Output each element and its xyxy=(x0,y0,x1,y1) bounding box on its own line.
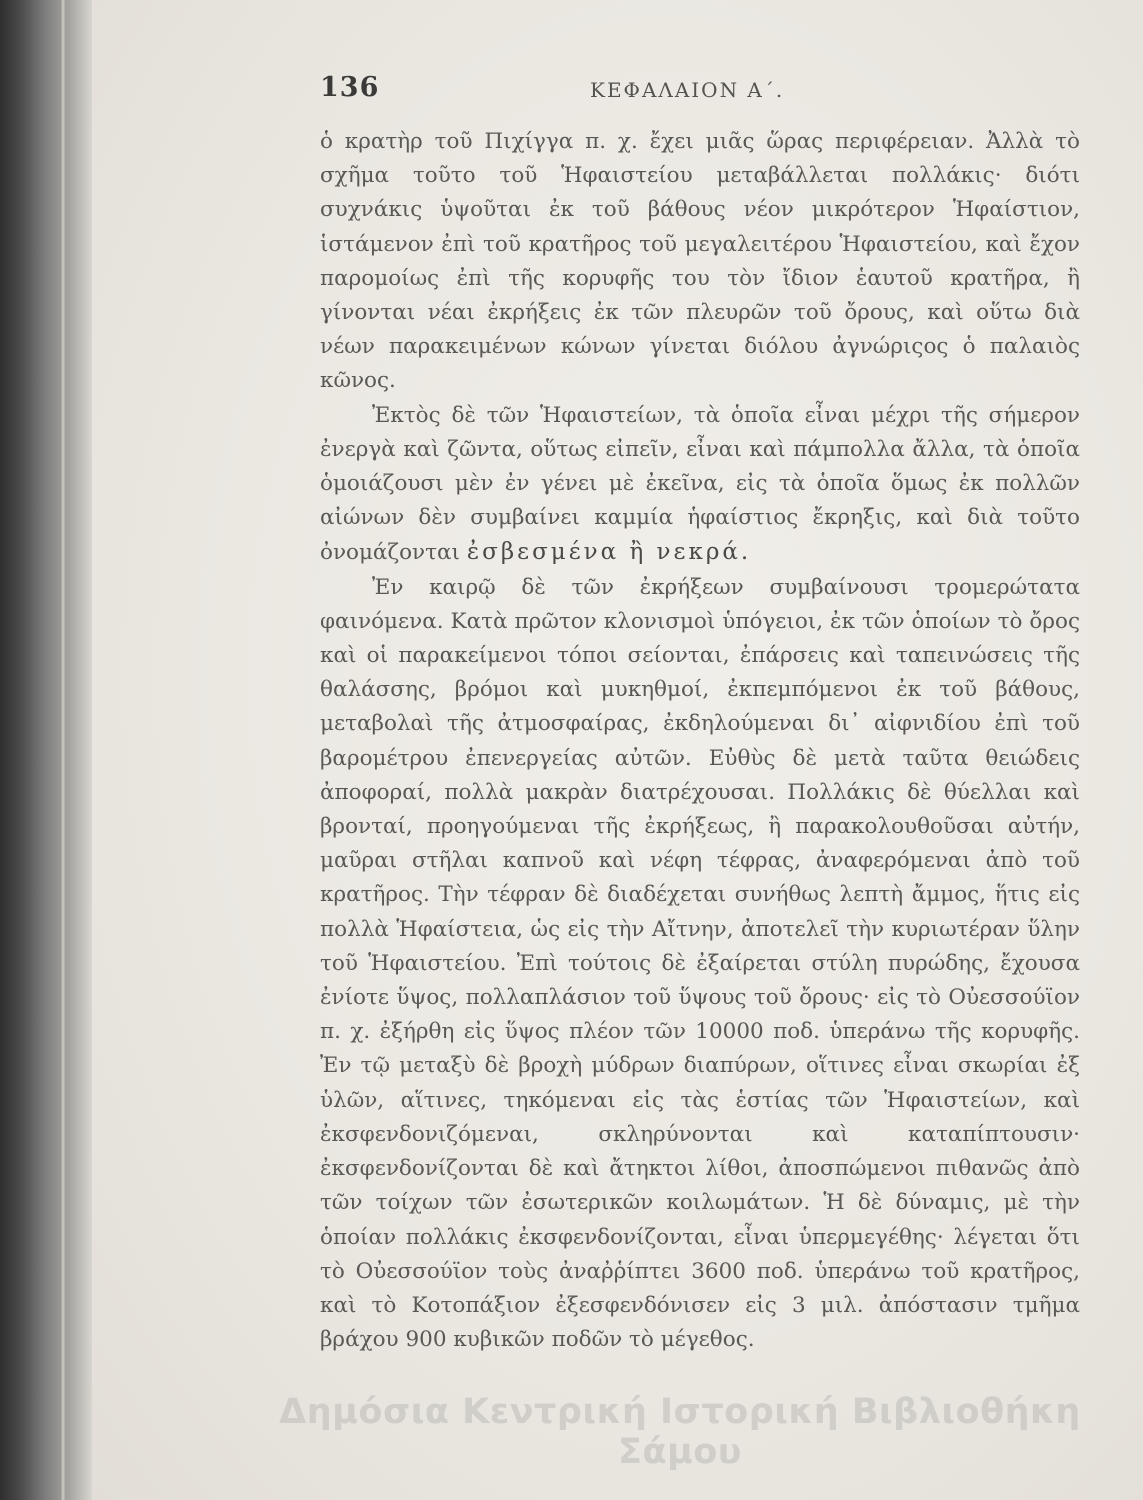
book-binding xyxy=(0,0,92,1500)
paragraph-1: ὁ κρατὴρ τοῦ Πιχίγγα π. χ. ἔχει μιᾶς ὥρας περιφέρειαν. Ἀλλὰ τὸ σχῆμα τοῦτο τοῦ Ἡφαιστείου μεταβάλλεται πολλάκις· διότι συχνάκις ὑψοῦται ἐκ τοῦ βάθους νέον μικρότερον Ἡφαίστιον, ἱστάμενον ἐπὶ τοῦ κρατῆρος τοῦ μεγαλειτέρου Ἡφαιστείου, καὶ ἔχον παρομοίως ἐπὶ τῆς κορυφῆς του τὸν ἴδιον ἑαυτοῦ κρατῆρα, ἢ γίνονται νέαι ἐκρήξεις ἐκ τῶν πλευρῶν τοῦ ὄρους, καὶ οὕτω διὰ νέων παρακειμένων κώνων γίνεται διόλου ἀγνώριςος ὁ παλαιὸς κῶνος. xyxy=(320,129,1080,394)
main-text xyxy=(320,125,1080,1357)
running-head: ΚΕΦΑΛΑΙΟΝ Α΄. xyxy=(590,78,785,102)
page-edge xyxy=(60,0,66,1500)
page-number: 136 xyxy=(320,72,380,103)
paragraph-3: Ἐν καιρῷ δὲ τῶν ἐκρήξεων συμβαίνουσι τρομερώτατα φαινόμενα. Κατὰ πρῶτον κλονισμοὶ ὑπόγειοι, ἐκ τῶν ὁποίων τὸ ὄρος καὶ οἱ παρακείμενοι τόποι σείονται, ἐπάρσεις καὶ ταπεινώσεις τῆς θαλάσσης, βρόμοι καὶ μυκηθμοί, ἐκπεμπόμενοι ἐκ τοῦ βάθους, μεταβολαὶ τῆς ἀτμοσφαίρας, ἐκδηλούμεναι δι᾽ αἰφνιδίου ἐπὶ τοῦ βαρομέτρου ἐπενεργείας αὐτῶν. Εὐθὺς δὲ μετὰ ταῦτα θειώδεις ἀποφοραί, πολλὰ μακρὰν διατρέχουσαι. Πολλάκις δὲ θύελλαι καὶ βρονταί, προηγούμεναι τῆς ἐκρήξεως, ἢ παρακολουθοῦσαι αὐτήν, μαῦραι στῆλαι καπνοῦ καὶ νέφη τέφρας, ἀναφερόμεναι ἀπὸ τοῦ κρατῆρος. Τὴν τέφραν δὲ διαδέχεται συνήθως λεπτὴ ἄμμος, ἥτις εἰς πολλὰ Ἡφαίστεια, ὡς εἰς τὴν Αἴτνην, ἀποτελεῖ τὴν κυριωτέραν ὕλην τοῦ Ἡφαιστείου. Ἐπὶ τούτοις δὲ ἐξαίρεται στύλη πυρώδης, ἔχουσα ἐνίοτε ὕψος, πολλαπλάσιον τοῦ ὕψους τοῦ ὄρους· εἰς τὸ Οὐεσσούϊον π. χ. ἐξήρθη εἰς ὕψος πλέον τῶν 10000 ποδ. ὑπεράνω τῆς κορυφῆς. Ἐν τῷ μεταξὺ δὲ βροχὴ μύδρων διαπύρων, οἵτινες εἶναι σκωρίαι ἐξ ὑλῶν, αἵτινες, τηκόμεναι εἰς τὰς ἑστίας τῶν Ἡφαιστείων, καὶ ἐκσφενδονιζόμεναι, σκληρύνονται καὶ καταπίπτουσιν· ἐκσφενδονίζονται δὲ καὶ ἄτηκτοι λίθοι, ἀποσπώμενοι πιθανῶς ἀπὸ τῶν τοίχων τῶν ἐσωτερικῶν κοιλωμάτων. Ἡ δὲ δύναμις, μὲ τὴν ὁποίαν πολλάκις ἐκσφενδονίζονται, εἶναι ὑπερμεγέθης· λέγεται ὅτι τὸ Οὐεσσούϊον τοὺς ἀναῤῥίπτει 3600 ποδ. ὑπεράνω τοῦ κρατῆρος, καὶ τὸ Κοτοπάξιον ἐξεσφενδόνισεν εἰς 3 μιλ. ἀπόστασιν τμῆμα βράχου 900 κυβικῶν ποδῶν τὸ μέγεθος. xyxy=(320,574,1080,1353)
library-watermark: Δημόσια Κεντρική Ιστορική Βιβλιοθήκη Σάμου xyxy=(279,1392,1081,1472)
paragraph-2-text: Ἐκτὸς δὲ τῶν Ἡφαιστείων, τὰ ὁποῖα εἶναι μέχρι τῆς σήμερον ἐνεργὰ καὶ ζῶντα, οὕτως εἰπεῖν, εἶναι καὶ πάμπολλα ἄλλα, τὰ ὁποῖα ὁμοιάζουσι μὲν ἐν γένει μὲ ἐκεῖνα, εἰς τὰ ὁποῖα ὅμως ἐκ πολλῶν αἰώνων δὲν συμβαίνει καμμία ἡφαίστιος ἔκρηξις, καὶ διὰ τοῦτο ὀνομάζονται xyxy=(320,402,1080,566)
page-header xyxy=(320,72,1080,112)
paragraph-2 xyxy=(320,399,1080,571)
emphasized-term: ἐσβεσμένα ἢ νεκρά. xyxy=(466,539,752,566)
